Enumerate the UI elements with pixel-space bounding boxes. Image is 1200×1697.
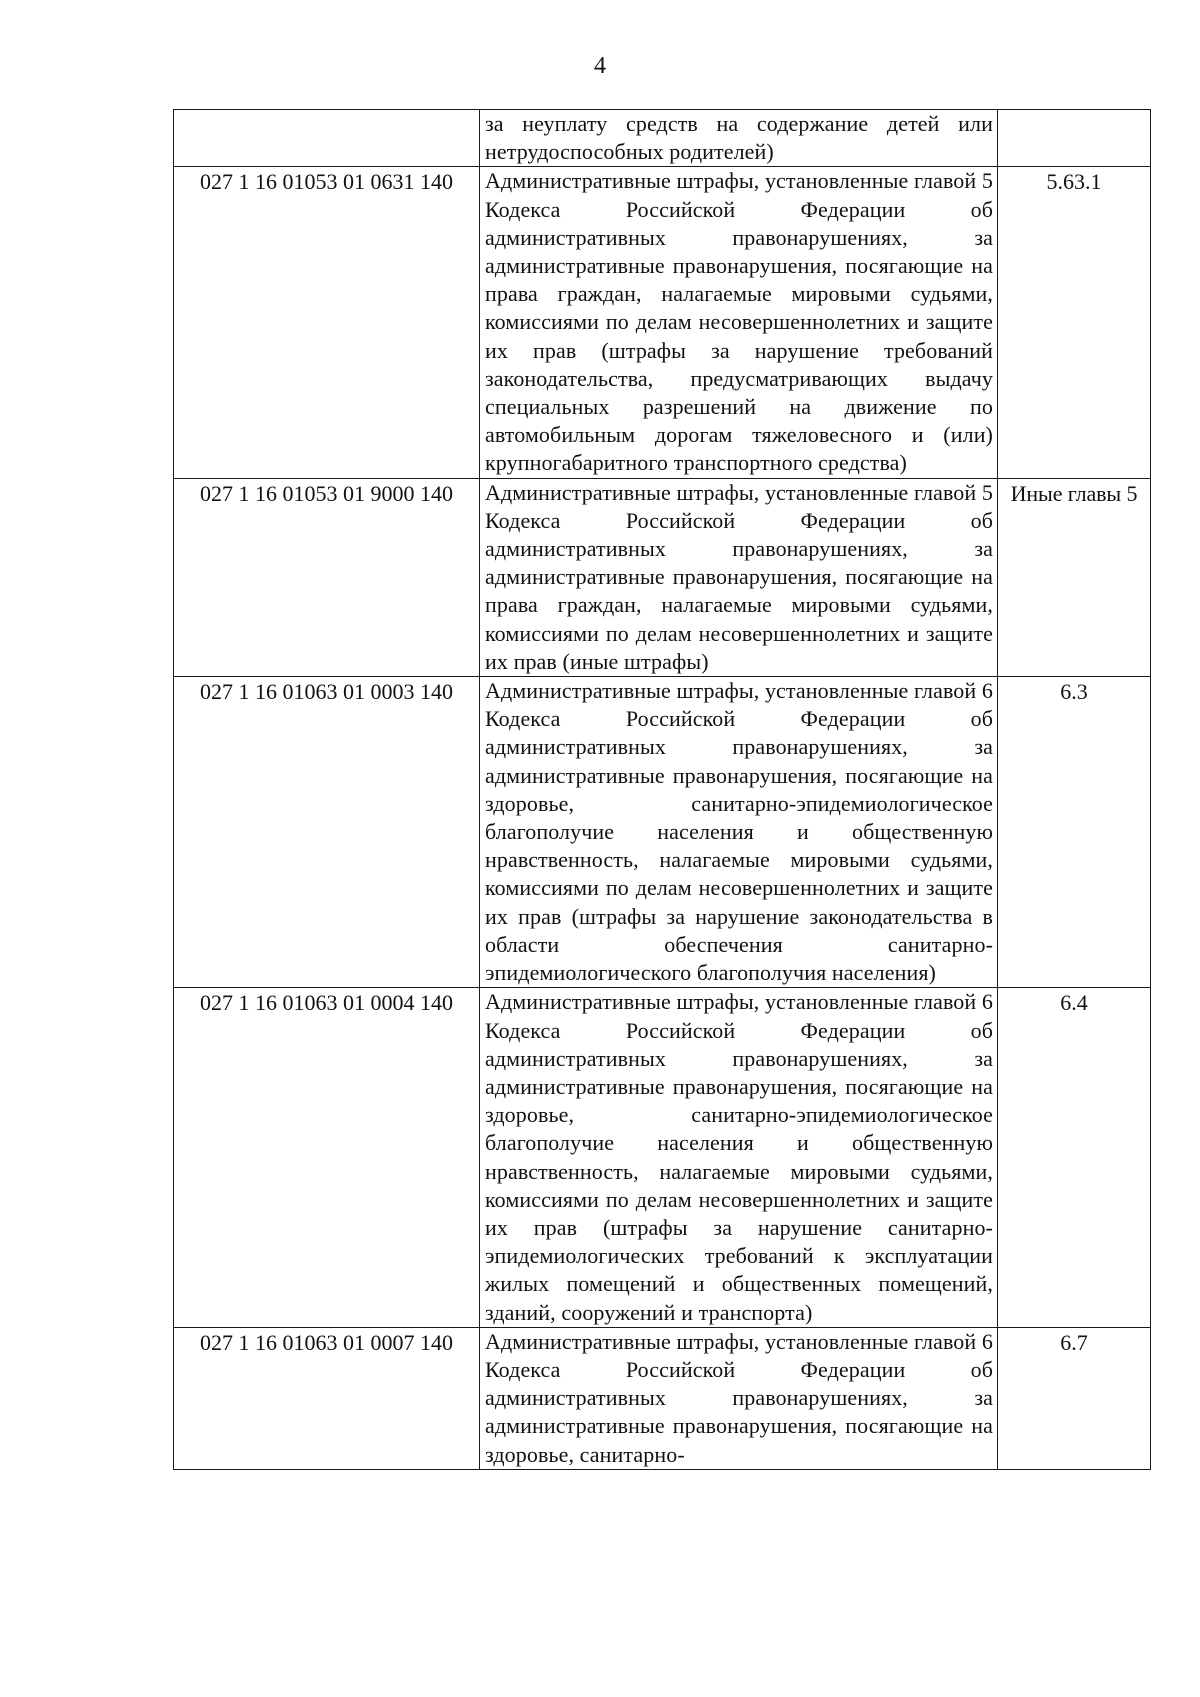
article-cell: 6.4 (998, 988, 1151, 1327)
budget-code-cell: 027 1 16 01053 01 9000 140 (174, 478, 480, 676)
fine-description-cell: Административные штрафы, установленные главой 5 Кодекса Российской Федерации об административных правонарушениях, за административные правонарушения, посягающие на права граждан, налагаемые мировыми судьями, комиссиями по делам несовершеннолетних и защите их прав (иные штрафы) (480, 478, 998, 676)
article-cell: 5.63.1 (998, 167, 1151, 478)
fine-description-cell: Административные штрафы, установленные главой 6 Кодекса Российской Федерации об административных правонарушениях, за административные правонарушения, посягающие на здоровье, санитарно- (480, 1327, 998, 1469)
table-row (174, 167, 1151, 478)
article-cell: 6.7 (998, 1327, 1151, 1469)
table-row (174, 988, 1151, 1327)
fine-description-cell: Административные штрафы, установленные главой 6 Кодекса Российской Федерации об административных правонарушениях, за административные правонарушения, посягающие на здоровье, санитарно-эпидемиологическое благополучие населения и общественную нравственность, налагаемые мировыми судьями, комиссиями по делам несовершеннолетних и защите их прав (штрафы за нарушение санитарно-эпидемиологических требований к эксплуатации жилых помещений и общественных помещений, зданий, сооружений и транспорта) (480, 988, 998, 1327)
budget-code-cell: 027 1 16 01063 01 0007 140 (174, 1327, 480, 1469)
budget-code-cell: 027 1 16 01063 01 0003 140 (174, 677, 480, 988)
budget-code-cell (174, 110, 480, 167)
article-cell: Иные главы 5 (998, 478, 1151, 676)
fine-description-cell: Административные штрафы, установленные главой 6 Кодекса Российской Федерации об административных правонарушениях, за административные правонарушения, посягающие на здоровье, санитарно-эпидемиологическое благополучие населения и общественную нравственность, налагаемые мировыми судьями, комиссиями по делам несовершеннолетних и защите их прав (штрафы за нарушение законодательства в области обеспечения санитарно-эпидемиологического благополучия населения) (480, 677, 998, 988)
table-row (174, 1327, 1151, 1469)
budget-code-table (173, 109, 1151, 1470)
page-number: 4 (594, 53, 606, 79)
table-row (174, 677, 1151, 988)
fine-description-cell: за неуплату средств на содержание детей или нетрудоспособных родителей) (480, 110, 998, 167)
fine-description-cell: Административные штрафы, установленные главой 5 Кодекса Российской Федерации об административных правонарушениях, за административные правонарушения, посягающие на права граждан, налагаемые мировыми судьями, комиссиями по делам несовершеннолетних и защите их прав (штрафы за нарушение требований законодательства, предусматривающих выдачу специальных разрешений на движение по автомобильным дорогам тяжеловесного и (или) крупногабаритного транспортного средства) (480, 167, 998, 478)
article-cell (998, 110, 1151, 167)
budget-code-cell: 027 1 16 01063 01 0004 140 (174, 988, 480, 1327)
article-cell: 6.3 (998, 677, 1151, 988)
budget-code-cell: 027 1 16 01053 01 0631 140 (174, 167, 480, 478)
table-row (174, 478, 1151, 676)
table-row (174, 110, 1151, 167)
